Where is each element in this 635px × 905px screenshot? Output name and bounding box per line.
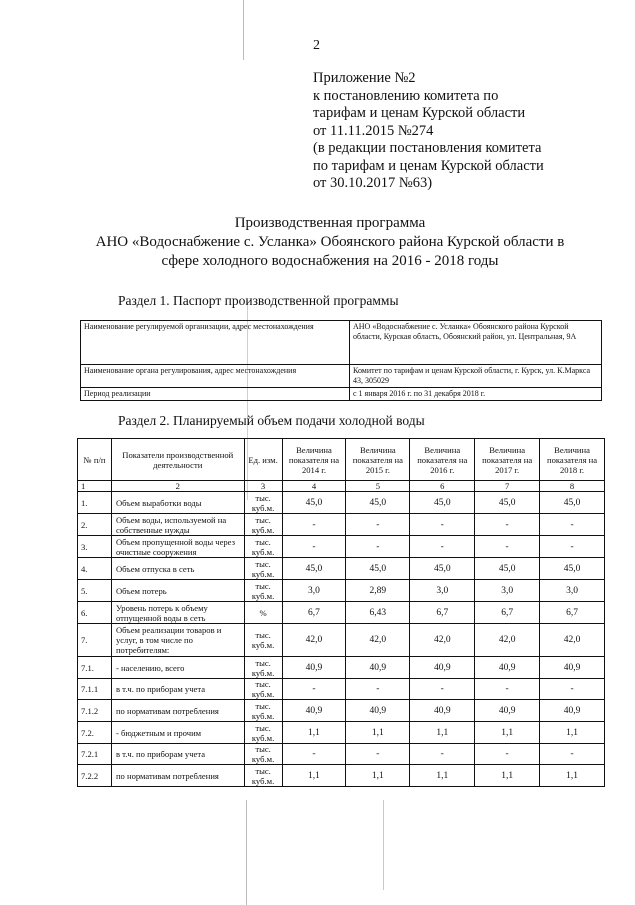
appendix-line: по тарифам и ценам Курской области (313, 157, 544, 174)
value-cell: 40,9 (410, 700, 475, 722)
value-cell: 40,9 (410, 657, 475, 679)
value-cell: - (540, 679, 605, 700)
value-cell: 40,9 (346, 657, 410, 679)
passport-value: АНО «Водоснабжение с. Усланка» Обоянского района Курской области, Курская область, Обоянский район, ул. Центральная, 9А (350, 321, 602, 365)
value-cell: - (475, 536, 540, 558)
value-cell: - (410, 744, 475, 765)
indicator-name: по нормативам потребления (111, 765, 244, 787)
value-cell: - (282, 536, 346, 558)
value-cell: 6,7 (282, 602, 346, 624)
value-cell: 3,0 (540, 580, 605, 602)
column-header: № п/п (78, 439, 112, 481)
table-row (81, 321, 602, 365)
page-number: 2 (313, 38, 320, 53)
value-cell: - (410, 514, 475, 536)
indicator-name: в т.ч. по приборам учета (111, 744, 244, 765)
table-row (78, 492, 605, 514)
row-number: 7. (78, 624, 112, 657)
document-title (60, 214, 600, 271)
passport-value: с 1 января 2016 г. по 31 декабря 2018 г. (350, 388, 602, 401)
value-cell: 45,0 (410, 492, 475, 514)
indicator-name: - бюджетным и прочим (111, 722, 244, 744)
appendix-line: от 11.11.2015 №274 (313, 122, 434, 139)
volume-table-body (78, 492, 605, 787)
column-number: 6 (410, 481, 475, 492)
column-header: Величина показателя на 2018 г. (540, 439, 605, 481)
table-row (78, 700, 605, 722)
value-cell: 42,0 (540, 624, 605, 657)
column-header: Величина показателя на 2017 г. (475, 439, 540, 481)
value-cell: - (410, 536, 475, 558)
value-cell: 1,1 (346, 722, 410, 744)
table-row (81, 365, 602, 388)
value-cell: 40,9 (540, 657, 605, 679)
row-number: 7.2.2 (78, 765, 112, 787)
row-number: 7.2. (78, 722, 112, 744)
table-row (78, 722, 605, 744)
row-number: 5. (78, 580, 112, 602)
title-line: Производственная программа (234, 215, 426, 231)
passport-label: Период реализации (81, 388, 350, 401)
value-cell: 1,1 (475, 722, 540, 744)
value-cell: 40,9 (475, 700, 540, 722)
unit: тыс. куб.м. (244, 536, 282, 558)
value-cell: - (475, 744, 540, 765)
value-cell: - (282, 679, 346, 700)
column-header: Показатели производственной деятельности (111, 439, 244, 481)
row-number: 7.1. (78, 657, 112, 679)
unit: тыс. куб.м. (244, 700, 282, 722)
row-number: 1. (78, 492, 112, 514)
indicator-name: Объем реализации товаров и услуг, в том числе по потребителям: (111, 624, 244, 657)
value-cell: - (410, 679, 475, 700)
value-cell: 42,0 (346, 624, 410, 657)
unit: тыс. куб.м. (244, 580, 282, 602)
value-cell: - (346, 744, 410, 765)
title-line: сфере холодного водоснабжения на 2016 - 2018 годы (161, 253, 499, 269)
value-cell: - (282, 744, 346, 765)
value-cell: - (540, 514, 605, 536)
value-cell: 45,0 (475, 492, 540, 514)
section1-heading: Раздел 1. Паспорт производственной программы (118, 293, 399, 308)
column-number-row (78, 481, 605, 492)
table-row (78, 514, 605, 536)
unit: % (244, 602, 282, 624)
value-cell: 45,0 (346, 492, 410, 514)
row-number: 6. (78, 602, 112, 624)
scan-artifact-line (243, 0, 244, 60)
value-cell: - (346, 679, 410, 700)
scan-artifact-line (246, 800, 247, 905)
unit: тыс. куб.м. (244, 657, 282, 679)
column-number: 1 (78, 481, 112, 492)
column-header: Величина показателя на 2016 г. (410, 439, 475, 481)
row-number: 3. (78, 536, 112, 558)
appendix-line: (в редакции постановления комитета (313, 140, 542, 156)
value-cell: 40,9 (346, 700, 410, 722)
value-cell: 3,0 (282, 580, 346, 602)
value-cell: 40,9 (282, 700, 346, 722)
column-number: 4 (282, 481, 346, 492)
value-cell: - (475, 679, 540, 700)
value-cell: 45,0 (282, 558, 346, 580)
appendix-line: от 30.10.2017 №63) (313, 175, 433, 191)
volume-table (77, 438, 605, 787)
passport-value: Комитет по тарифам и ценам Курской области, г. Курск, ул. К.Маркса 43, 305029 (350, 365, 602, 388)
unit: тыс. куб.м. (244, 679, 282, 700)
value-cell: 1,1 (475, 765, 540, 787)
value-cell: 1,1 (410, 765, 475, 787)
indicator-name: в т.ч. по приборам учета (111, 679, 244, 700)
row-number: 7.1.1 (78, 679, 112, 700)
value-cell: 45,0 (540, 558, 605, 580)
column-number: 8 (540, 481, 605, 492)
passport-label: Наименование регулируемой организации, адрес местонахождения (81, 321, 350, 365)
title-line: АНО «Водоснабжение с. Усланка» Обоянского района Курской области в (95, 234, 565, 250)
passport-table (80, 320, 602, 401)
value-cell: 1,1 (346, 765, 410, 787)
row-number: 7.2.1 (78, 744, 112, 765)
appendix-block (313, 70, 613, 193)
value-cell: - (475, 514, 540, 536)
value-cell: - (282, 514, 346, 536)
indicator-name: Объем отпуска в сеть (111, 558, 244, 580)
value-cell: 1,1 (410, 722, 475, 744)
table-row (78, 679, 605, 700)
indicator-name: Уровень потерь к объему отпущенной воды в сеть (111, 602, 244, 624)
table-row (78, 765, 605, 787)
passport-label: Наименование органа регулирования, адрес местонахождения (81, 365, 350, 388)
indicator-name: по нормативам потребления (111, 700, 244, 722)
unit: тыс. куб.м. (244, 765, 282, 787)
value-cell: 6,43 (346, 602, 410, 624)
value-cell: - (346, 514, 410, 536)
row-number: 4. (78, 558, 112, 580)
unit: тыс. куб.м. (244, 624, 282, 657)
value-cell: 6,7 (540, 602, 605, 624)
value-cell: 45,0 (282, 492, 346, 514)
appendix-line: Приложение №2 (313, 70, 416, 86)
column-number: 5 (346, 481, 410, 492)
table-row (78, 602, 605, 624)
value-cell: 42,0 (410, 624, 475, 657)
value-cell: - (346, 536, 410, 558)
value-cell: 45,0 (410, 558, 475, 580)
table-row (78, 657, 605, 679)
column-header: Ед. изм. (244, 439, 282, 481)
value-cell: - (540, 536, 605, 558)
value-cell: 1,1 (540, 722, 605, 744)
column-header: Величина показателя на 2014 г. (282, 439, 346, 481)
value-cell: 40,9 (475, 657, 540, 679)
value-cell: 3,0 (410, 580, 475, 602)
row-number: 7.1.2 (78, 700, 112, 722)
table-row (78, 536, 605, 558)
column-number: 2 (111, 481, 244, 492)
value-cell: 6,7 (410, 602, 475, 624)
table-row (78, 558, 605, 580)
value-cell: 3,0 (475, 580, 540, 602)
value-cell: 40,9 (540, 700, 605, 722)
column-header: Величина показателя на 2015 г. (346, 439, 410, 481)
table-row (78, 744, 605, 765)
value-cell: 1,1 (282, 722, 346, 744)
value-cell: 2,89 (346, 580, 410, 602)
table-row (78, 624, 605, 657)
row-number: 2. (78, 514, 112, 536)
value-cell: 42,0 (282, 624, 346, 657)
indicator-name: Объем воды, используемой на собственные нужды (111, 514, 244, 536)
table-row (81, 388, 602, 401)
appendix-line: тарифам и ценам Курской области (313, 105, 526, 121)
indicator-name: Объем выработки воды (111, 492, 244, 514)
indicator-name: - населению, всего (111, 657, 244, 679)
indicator-name: Объем потерь (111, 580, 244, 602)
section2-heading: Раздел 2. Планируемый объем подачи холодной воды (118, 413, 425, 428)
unit: тыс. куб.м. (244, 514, 282, 536)
value-cell: 6,7 (475, 602, 540, 624)
table-header-row (78, 439, 605, 481)
value-cell: 1,1 (282, 765, 346, 787)
value-cell: - (540, 744, 605, 765)
value-cell: 40,9 (282, 657, 346, 679)
unit: тыс. куб.м. (244, 744, 282, 765)
scan-artifact-line (383, 800, 384, 890)
value-cell: 45,0 (475, 558, 540, 580)
column-number: 7 (475, 481, 540, 492)
value-cell: 1,1 (540, 765, 605, 787)
table-row (78, 580, 605, 602)
appendix-line: к постановлению комитета по (313, 87, 499, 104)
unit: тыс. куб.м. (244, 558, 282, 580)
unit: тыс. куб.м. (244, 722, 282, 744)
value-cell: 45,0 (540, 492, 605, 514)
indicator-name: Объем пропущенной воды через очистные сооружения (111, 536, 244, 558)
value-cell: 42,0 (475, 624, 540, 657)
value-cell: 45,0 (346, 558, 410, 580)
column-number: 3 (244, 481, 282, 492)
unit: тыс. куб.м. (244, 492, 282, 514)
